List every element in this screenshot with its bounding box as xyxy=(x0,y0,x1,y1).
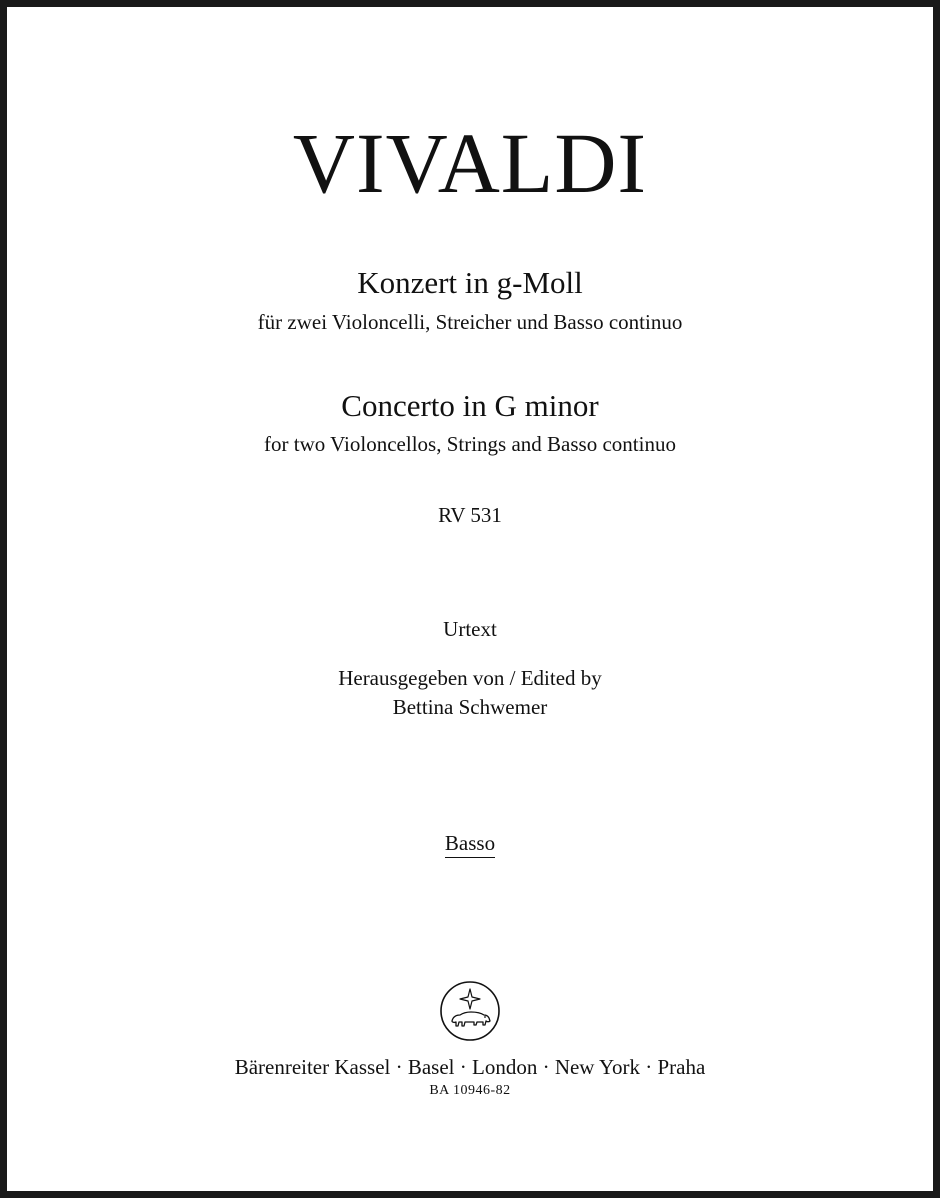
title-german: Konzert in g-Moll xyxy=(357,265,583,300)
publisher-line: Bärenreiter Kassel · Basel · London · New York · Praha xyxy=(234,1055,706,1079)
edited-by-label: Herausgegeben von / Edited by xyxy=(338,666,602,690)
urtext-label: Urtext xyxy=(443,617,497,641)
catalog-number: RV 531 xyxy=(438,503,502,527)
baerenreiter-logo-icon xyxy=(439,980,501,1042)
title-english: Concerto in G minor xyxy=(341,388,599,423)
subtitle-german: für zwei Violoncelli, Streicher und Basso continuo xyxy=(257,310,683,334)
title-page xyxy=(7,7,933,1191)
subtitle-english: for two Violoncellos, Strings and Basso continuo xyxy=(264,432,676,456)
part-label xyxy=(7,833,933,858)
part-name: Basso xyxy=(445,833,495,858)
edition-number: BA 10946-82 xyxy=(429,1083,511,1098)
editor-name: Bettina Schwemer xyxy=(392,695,548,719)
composer-name: VIVALDI xyxy=(292,115,648,211)
